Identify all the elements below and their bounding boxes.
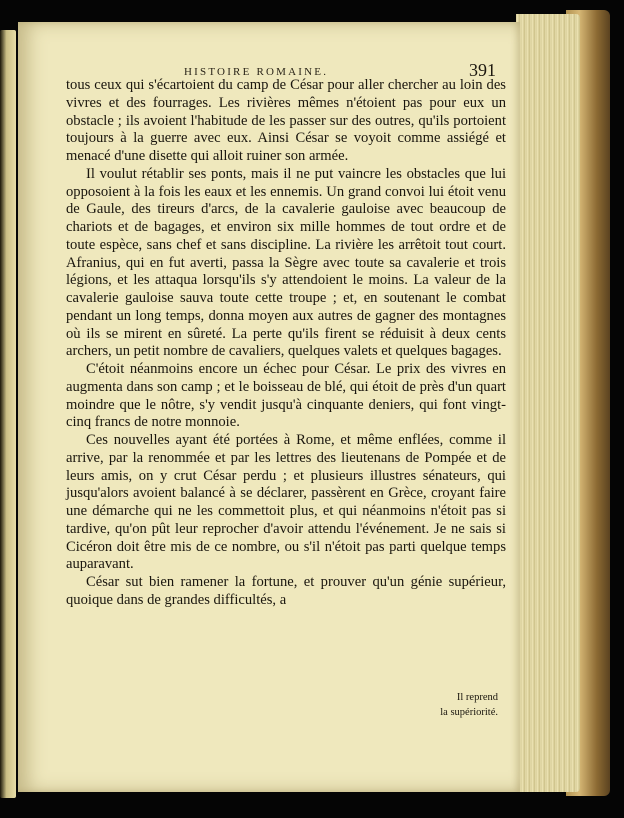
paragraph-4: Ces nouvelles ayant été portées à Rome, et même enflées, comme il arrive, par la renommée et par les lettres des lieutenans de Pompée et de leurs amis, on y crut César perdu ; et plusieurs illustres sénateurs, qui jusqu'alors avoient balancé à se déclarer, passèrent en Grèce, croyant faire une démarche qui ne les commettoit plus, et qui néanmoins n'étoit pas si tardive, qu'on pût leur reprocher d'avoir attendu l'événement. Je ne sais si Cicéron doit être mis de ce nombre, ou s'il n'étoit pas parti quelque temps auparavant. xyxy=(66,432,506,573)
previous-page-edge xyxy=(0,30,16,798)
paragraph-5: César sut bien ramener la fortune, et prouver qu'un génie supérieur, quoique dans de grandes difficultés, a xyxy=(66,574,506,608)
page-header xyxy=(66,44,500,80)
running-title: HISTOIRE ROMAINE. xyxy=(184,66,329,78)
page-fore-edges xyxy=(516,14,580,792)
page-number: 391 xyxy=(469,60,496,80)
paragraph-1: tous ceux qui s'écartoient du camp de César pour aller chercher au loin des vivres et des fourrages. Les rivières mêmes n'étoient pas pour eux un obstacle ; ils avoient l'habitude de les passer sur des outres, qu'ils portoient toujours à la guerre avec eux. Ainsi César se voyoit comme assiégé et menacé d'une disette qui alloit ruiner son armée. xyxy=(66,77,506,164)
paragraph-2: Il voulut rétablir ses ponts, mais il ne put vaincre les obstacles que lui opposoient à la fois les eaux et les ennemis. Un grand convoi lui étoit venu de Gaule, des tireurs d'arcs, de la cavalerie gauloise avec beaucoup de chariots et de bagages, et environ six mille hommes de tout ordre et de toute espèce, sans chef et sans discipline. La rivière les arrêtoit tout court. Afranius, qui en fut averti, passa la Sègre avec toute sa cavalerie et trois légions, et les attaqua lorsqu'ils s'y attendoient le moins. La valeur de la cavalerie gauloise sauva toute cette troupe ; et, en soutenant le combat pendant un long temps, donna moyen aux autres de gagner des montagnes où ils se mirent en sûreté. La perte qu'ils firent se réduisit à deux cents archers, un petit nombre de cavaliers, quelques valets et quelques bagages. xyxy=(66,165,506,360)
page-body xyxy=(66,77,506,610)
margin-note-line-1: Il reprend xyxy=(456,692,498,703)
margin-note-line-2: la supériorité. xyxy=(440,707,498,718)
paragraph-3: C'étoit néanmoins encore un échec pour César. Le prix des vivres en augmenta dans son camp ; et le boisseau de blé, qui étoit de près d'un quart moindre que le nôtre, s'y vendit jusqu'à cinquante deniers, qui font vingt-cinq francs de notre monnoie. xyxy=(66,361,506,431)
margin-note xyxy=(432,690,498,720)
